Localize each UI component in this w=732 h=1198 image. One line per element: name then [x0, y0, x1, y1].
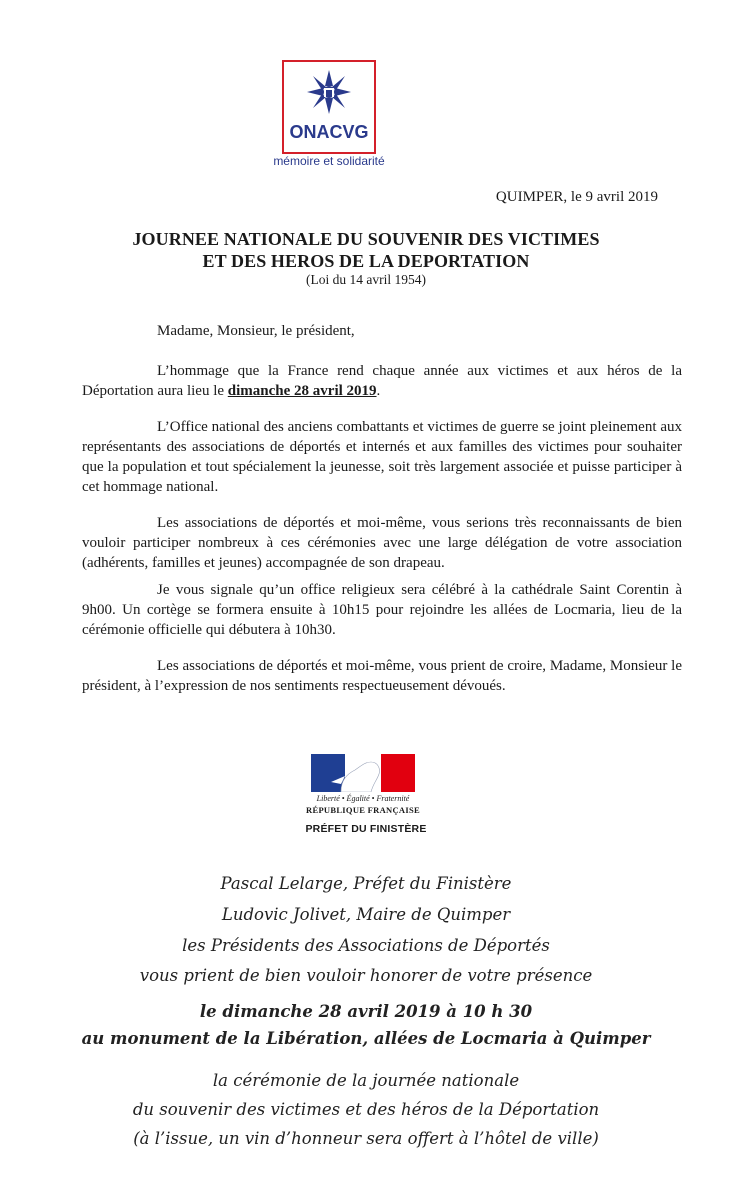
- paragraph-2: L’Office national des anciens combattants et victimes de guerre se joint pleinement aux représentants des associations de déportés et internés et aux familles des victimes pour souhaiter que la population et tout spécialement la jeunesse, soit très largement associée et puisse participer à cet hommage national.: [82, 419, 682, 495]
- onacvg-logo: [282, 60, 376, 156]
- paragraph-1-text: L’hommage que la France rend chaque année aux victimes et aux héros de la Déportation aura lieu le: [82, 363, 682, 399]
- place-date: QUIMPER, le 9 avril 2019: [495, 189, 658, 205]
- title-line-2: ET DES HEROS DE LA DEPORTATION: [202, 251, 530, 271]
- invitation-line-7: la cérémonie de la journée nationale: [212, 1071, 520, 1090]
- paragraph-3: Les associations de déportés et moi-même, vous serions très reconnaissants de bien vouloir participer nombreux à ces cérémonies avec une large délégation de votre association (adhérents, familles et jeunes) accompagnée de son drapeau.: [82, 515, 682, 571]
- republic-motto: Liberté • Égalité • Fraternité: [316, 794, 410, 803]
- law-reference: (Loi du 14 avril 1954): [306, 272, 426, 287]
- paragraph-1: [82, 361, 682, 401]
- onacvg-wordmark: ONACVG: [289, 122, 369, 142]
- title-line-1: JOURNEE NATIONALE DU SOUVENIR DES VICTIMES: [132, 229, 600, 249]
- invitation-line-4: vous prient de bien vouloir honorer de votre présence: [139, 966, 593, 985]
- invitation-line-8: du souvenir des victimes et des héros de la Déportation: [132, 1100, 600, 1119]
- paragraph-1-end: .: [376, 383, 381, 399]
- republic-name: RÉPUBLIQUE FRANÇAISE: [306, 805, 420, 815]
- paragraph-4: Je vous signale qu’un office religieux sera célébré à la cathédrale Saint Corentin à 9h00. Un cortège se formera ensuite à 10h15 pour rejoindre les allées de Locmaria, lieu de la cérémonie officielle qui débutera à 10h30.: [82, 582, 682, 638]
- salutation: Madame, Monsieur, le président,: [157, 323, 355, 339]
- marianne-logo: [311, 754, 415, 792]
- invitation-line-9: (à l’issue, un vin d’honneur sera offert à l’hôtel de ville): [133, 1129, 599, 1148]
- event-date-highlight: dimanche 28 avril 2019: [227, 383, 377, 399]
- prefecture-name: PRÉFET DU FINISTÈRE: [305, 823, 427, 835]
- invitation-line-2: Ludovic Jolivet, Maire de Quimper: [221, 905, 511, 924]
- invitation-location: au monument de la Libération, allées de Locmaria à Quimper: [81, 1029, 651, 1048]
- invitation-line-1: Pascal Lelarge, Préfet du Finistère: [220, 874, 512, 893]
- onacvg-tagline: mémoire et solidarité: [273, 154, 385, 168]
- invitation-date: le dimanche 28 avril 2019 à 10 h 30: [199, 1002, 533, 1021]
- invitation-line-3: les Présidents des Associations de Déportés: [182, 936, 550, 955]
- paragraph-5: Les associations de déportés et moi-même, vous prient de croire, Madame, Monsieur le président, à l’expression de nos sentiments respectueusement dévoués.: [82, 658, 682, 694]
